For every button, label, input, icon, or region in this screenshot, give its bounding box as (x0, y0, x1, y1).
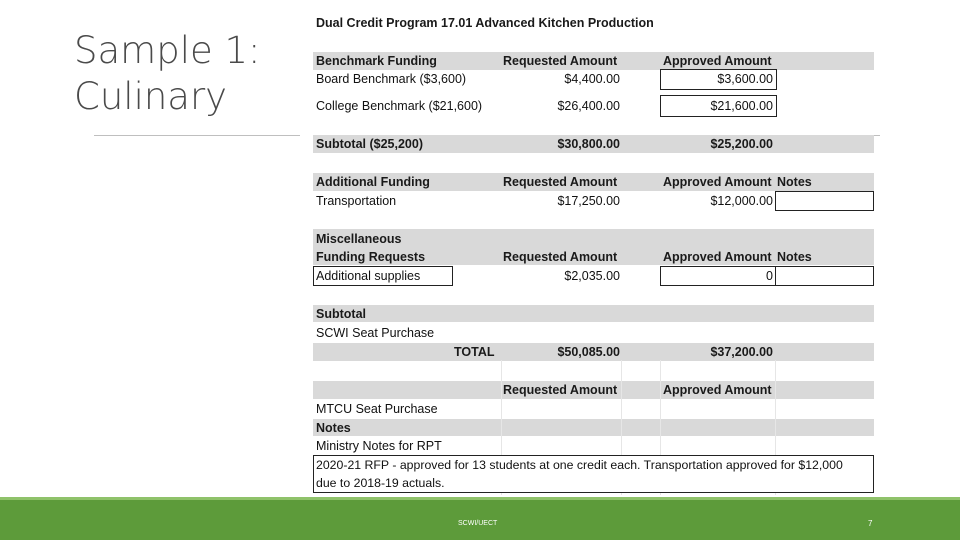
mtcu-approved-header: Approved Amount (663, 383, 772, 397)
total-approved: $37,200.00 (710, 345, 773, 359)
transportation-notes-box[interactable] (775, 191, 874, 211)
sheet-heading: Dual Credit Program 17.01 Advanced Kitchen Production (316, 16, 654, 30)
mtcu-seat-purchase-label: MTCU Seat Purchase (316, 402, 438, 416)
transportation-approved: $12,000.00 (710, 194, 773, 208)
misc-header-line2: Funding Requests (316, 250, 426, 264)
scwi-seat-purchase-label: SCWI Seat Purchase (316, 326, 435, 340)
misc-approved-header: Approved Amount (663, 250, 772, 264)
board-benchmark-approved: $3,600.00 (717, 72, 773, 86)
page-number: 7 (868, 519, 873, 528)
additional-supplies-approved: 0 (766, 269, 773, 283)
misc-header-line1: Miscellaneous (316, 232, 402, 246)
misc-notes-header: Notes (777, 250, 812, 264)
ministry-note-line1: 2020-21 RFP - approved for 13 students at one credit each. Transportation approved for $12,000 (316, 458, 843, 472)
benchmark-header: Benchmark Funding (316, 54, 437, 68)
benchmark-subtotal-label: Subtotal ($25,200) (316, 137, 423, 151)
benchmark-subtotal-approved: $25,200.00 (710, 137, 773, 151)
benchmark-requested-header: Requested Amount (503, 54, 618, 68)
college-benchmark-approved: $21,600.00 (710, 99, 773, 113)
title-divider (94, 135, 300, 136)
slide-title (74, 28, 261, 120)
subtotal2-band (313, 305, 874, 322)
additional-notes-header: Notes (777, 175, 812, 189)
ministry-note-line2: due to 2018-19 actuals. (316, 476, 445, 490)
college-benchmark-requested: $26,400.00 (557, 99, 620, 113)
additional-supplies-label: Additional supplies (316, 269, 421, 283)
mtcu-requested-header: Requested Amount (503, 383, 618, 397)
additional-approved-header: Approved Amount (663, 175, 772, 189)
additional-supplies-requested: $2,035.00 (564, 269, 620, 283)
notes-band (313, 419, 874, 436)
board-benchmark-label: Board Benchmark ($3,600) (316, 72, 467, 86)
benchmark-subtotal-requested: $30,800.00 (557, 137, 620, 151)
subtotal-label: Subtotal (316, 307, 366, 321)
ministry-notes-label: Ministry Notes for RPT (316, 439, 442, 453)
additional-supplies-notes-box[interactable] (775, 266, 874, 286)
slide-title-line2: Culinary (74, 75, 228, 118)
notes-header: Notes (316, 421, 351, 435)
total-label: TOTAL (454, 345, 495, 359)
benchmark-approved-header: Approved Amount (663, 54, 772, 68)
total-requested: $50,085.00 (557, 345, 620, 359)
spreadsheet-table (313, 0, 883, 500)
transportation-label: Transportation (316, 194, 397, 208)
slide-title-line1: Sample 1: (74, 29, 261, 72)
additional-requested-header: Requested Amount (503, 175, 618, 189)
footer-text: SCWI/UECT (458, 520, 498, 527)
college-benchmark-label: College Benchmark ($21,600) (316, 99, 483, 113)
transportation-requested: $17,250.00 (557, 194, 620, 208)
misc-requested-header: Requested Amount (503, 250, 618, 264)
board-benchmark-requested: $4,400.00 (564, 72, 620, 86)
additional-header: Additional Funding (316, 175, 430, 189)
